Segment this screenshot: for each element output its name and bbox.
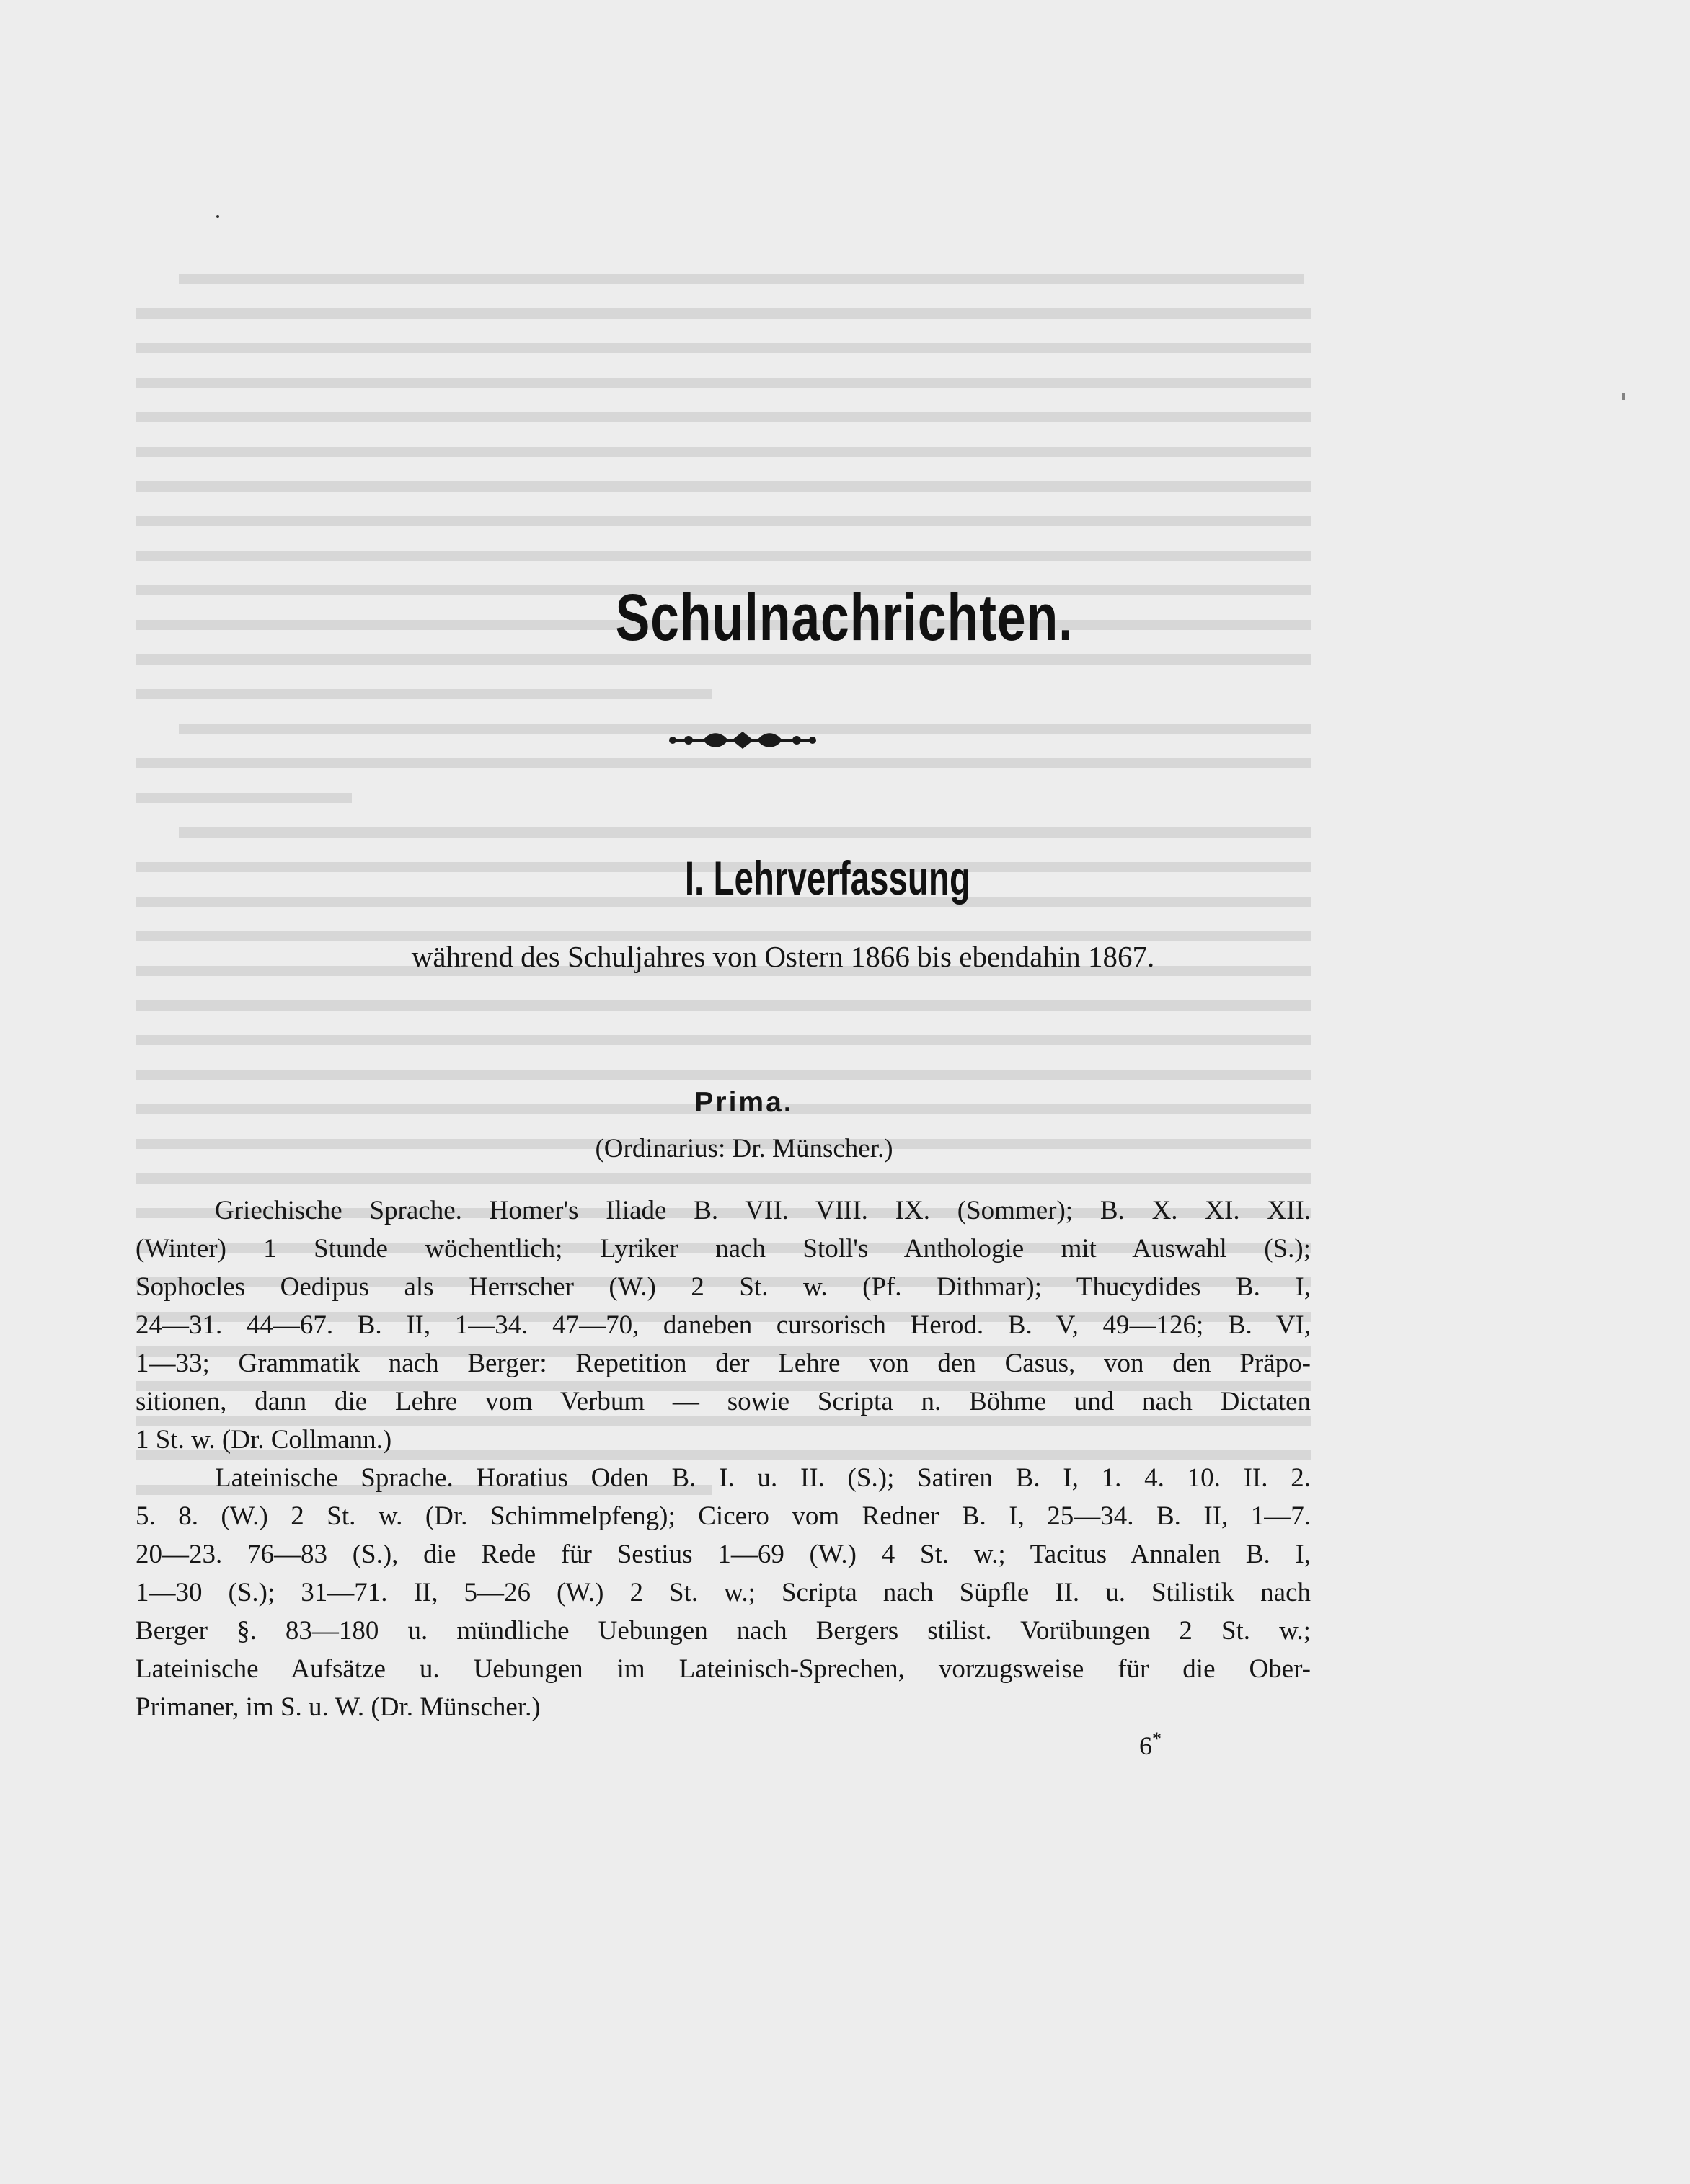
text-line: Berger §. 83—180 u. mündliche Uebungen nach Bergers stilist. Vorübungen 2 St. w.; [136,1616,1311,1646]
text-line: 1 St. w. (Dr. Collmann.) [136,1425,392,1455]
ordinarius-line: (Ordinarius: Dr. Münscher.) [595,1134,893,1163]
text-line: 20—23. 76—83 (S.), die Rede für Sestius 1—69 (W.) 4 St. w.; Tacitus Annalen B. I, [136,1540,1311,1569]
text-line: 1—33; Grammatik nach Berger: Repetition der Lehre von den Casus, von den Präpo- [136,1349,1311,1378]
text-line: Sophocles Oedipus als Herrscher (W.) 2 St. w. (Pf. Dithmar); Thucydides B. I, [136,1272,1311,1302]
text-line: 5. 8. (W.) 2 St. w. (Dr. Schimmelpfeng); Cicero vom Redner B. I, 25—34. B. II, 1—7. [136,1501,1311,1531]
text-line: sitionen, dann die Lehre vom Verbum — sowie Scripta n. Böhme und nach Dictaten [136,1387,1311,1416]
signature-number: 6 [1139,1731,1152,1760]
ornament-divider [667,728,818,753]
text-line: Lateinische Aufsätze u. Uebungen im Lateinisch-Sprechen, vorzugsweise für die Ober- [136,1654,1311,1684]
text-line: 24—31. 44—67. B. II, 1—34. 47—70, daneben cursorisch Herod. B. V, 49—126; B. VI, [136,1310,1311,1340]
text-line: Griechische Sprache. Homer's Iliade B. VII. VIII. IX. (Sommer); B. X. XI. XII. [215,1196,1311,1225]
page-title: Schulnachrichten. [615,581,1074,654]
curriculum-body [136,1191,1311,1726]
section-subtitle: während des Schuljahres von Ostern 1866 bis ebendahin 1867. [411,940,1155,973]
text-line: Lateinische Sprache. Horatius Oden B. I. u. II. (S.); Satiren B. I, 1. 4. 10. II. 2. [215,1463,1311,1493]
speck-mark [216,215,219,218]
section-heading: I. Lehrverfassung [684,851,970,905]
paragraph-greek [136,1191,1311,1459]
class-heading: Prima. [694,1087,794,1118]
text-line: 1—30 (S.); 31—71. II, 5—26 (W.) 2 St. w.; Scripta nach Süpfle II. u. Stilistik nach [136,1578,1311,1607]
edge-mark [1622,393,1625,400]
text-line: Primaner, im S. u. W. (Dr. Münscher.) [136,1692,541,1722]
signature-star: * [1152,1728,1162,1749]
paragraph-latin [136,1459,1311,1726]
text-line: (Winter) 1 Stunde wöchentlich; Lyriker nach Stoll's Anthologie mit Auswahl (S.); [136,1234,1311,1264]
signature-mark [1139,1728,1162,1761]
